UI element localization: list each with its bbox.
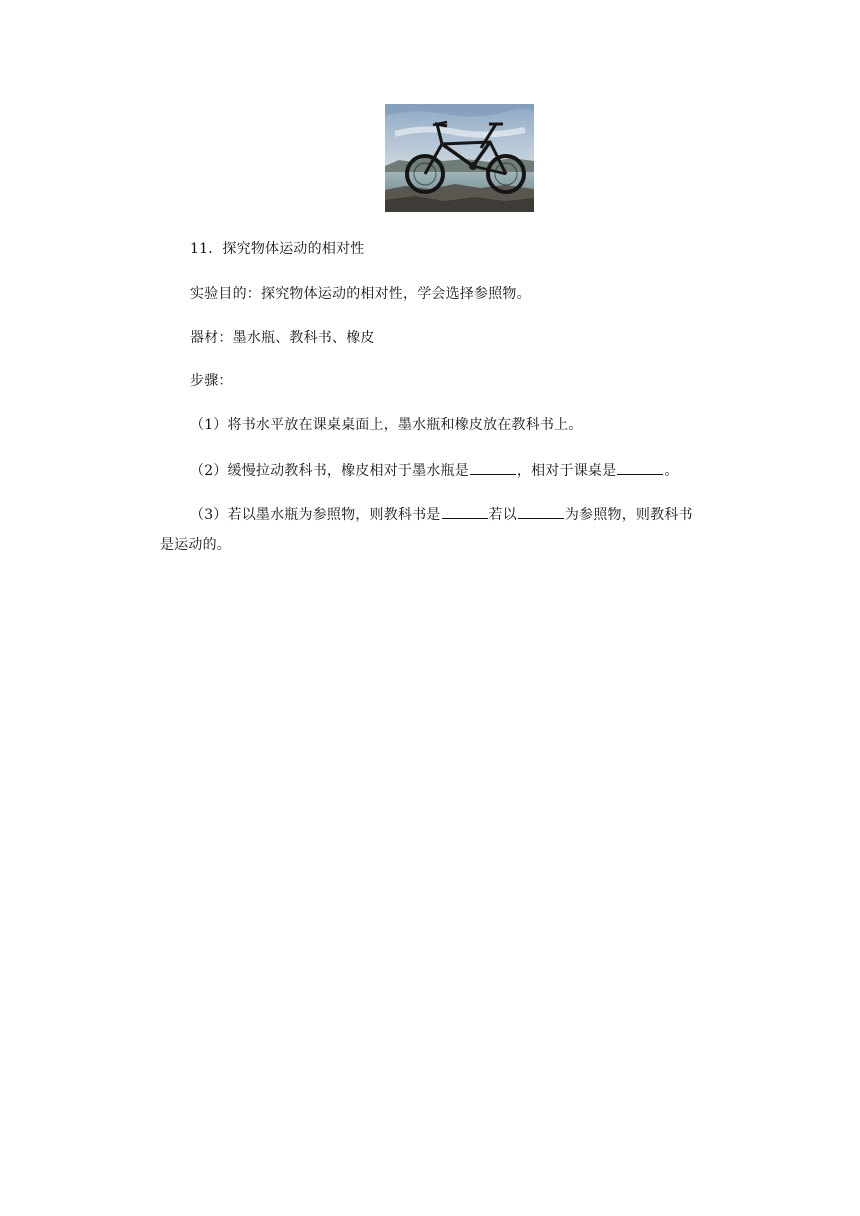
step-1: （1）将书水平放在课桌桌面上，墨水瓶和橡皮放在教科书上。: [190, 417, 583, 433]
answer-blank-4[interactable]: [518, 505, 564, 519]
step-3-continuation: 是运动的。: [160, 537, 231, 553]
materials-list: 器材：墨水瓶、教科书、橡皮: [190, 330, 375, 346]
step-2-text-b: ，相对于课桌是: [516, 463, 617, 479]
experiment-purpose: 实验目的：探究物体运动的相对性，学会选择参照物。: [190, 286, 531, 302]
step-2-text-c: 。: [664, 463, 679, 479]
answer-blank-3[interactable]: [442, 505, 488, 519]
step-2-text-a: （2）缓慢拉动教科书，橡皮相对于墨水瓶是: [190, 463, 469, 479]
question-title: 11．探究物体运动的相对性: [190, 241, 365, 257]
answer-blank-2[interactable]: [617, 461, 663, 475]
steps-label: 步骤：: [190, 373, 233, 389]
step-3-text-a: （3）若以墨水瓶为参照物，则教科书是: [190, 507, 441, 523]
step-3-text-b: 若以: [488, 507, 517, 523]
step-2: [190, 461, 679, 480]
step-3-text-c: 为参照物，则教科书: [564, 507, 693, 523]
bicycle-photo: [385, 104, 534, 212]
step-3: [190, 505, 693, 524]
answer-blank-1[interactable]: [470, 461, 516, 475]
